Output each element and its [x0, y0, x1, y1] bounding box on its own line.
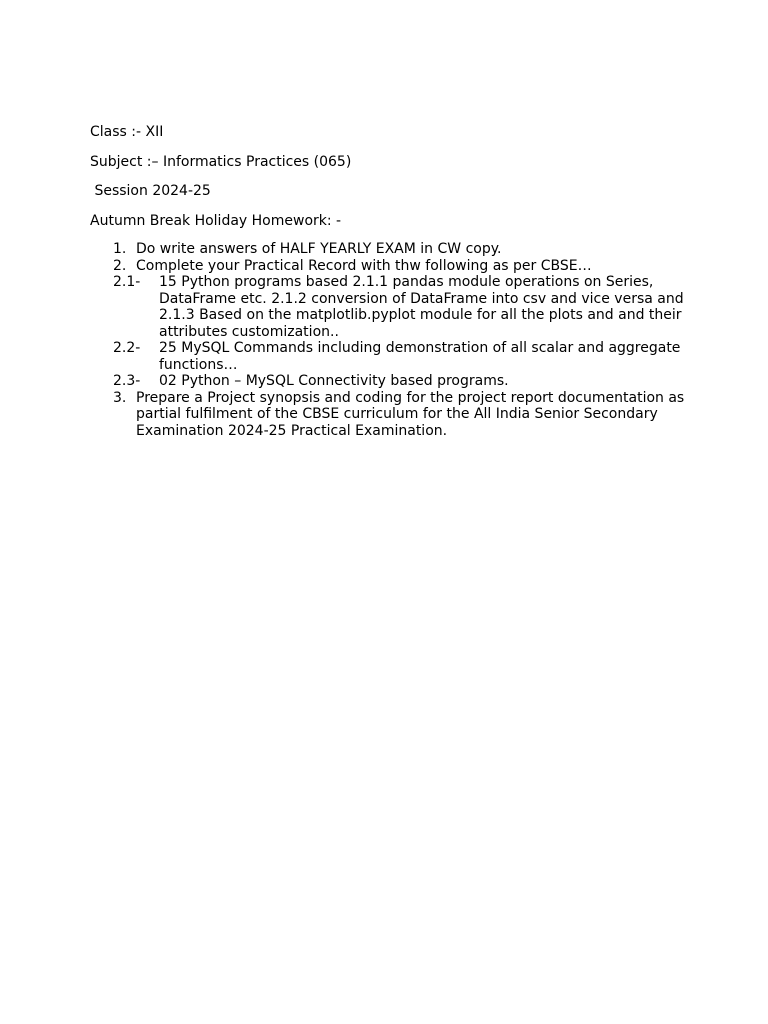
- homework-list: [113, 241, 693, 439]
- list-item: [113, 340, 693, 373]
- list-item-text: 15 Python programs based 2.1.1 pandas module operations on Series, DataFrame etc. 2.1.2 conversion of DataFrame into csv and vice versa and 2.1.3 Based on the matplotlib.pyplot module for all the plots and and their attributes customization..: [159, 274, 684, 340]
- list-item-number: 1.: [113, 241, 127, 257]
- homework-heading: Autumn Break Holiday Homework: -: [90, 213, 342, 229]
- list-item: [113, 258, 693, 275]
- list-item-number: 2.: [113, 257, 127, 274]
- list-item-number: 2.1-: [113, 274, 141, 290]
- session-line: Session 2024-25: [90, 183, 211, 199]
- list-item: [113, 274, 693, 340]
- list-item: [113, 373, 693, 390]
- list-item-text: 25 MySQL Commands including demonstration of all scalar and aggregate functions…: [159, 340, 681, 373]
- list-item: [113, 390, 693, 440]
- list-item: [113, 241, 693, 258]
- list-item-text: Prepare a Project synopsis and coding for the project report documentation as partial fulfilment of the CBSE curriculum for the All India Senior Secondary Examination 2024-25 Practical Examination.: [136, 389, 685, 439]
- list-item-text: Do write answers of HALF YEARLY EXAM in CW copy.: [136, 241, 502, 257]
- list-item-number: 2.3-: [113, 373, 141, 389]
- list-item-number: 3.: [113, 389, 127, 406]
- list-item-number: 2.2-: [113, 340, 141, 356]
- list-item-text: 02 Python – MySQL Connectivity based programs.: [159, 373, 509, 389]
- subject-line: Subject :– Informatics Practices (065): [90, 154, 352, 170]
- list-item-text: Complete your Practical Record with thw following as per CBSE…: [136, 257, 592, 274]
- class-line: Class :- XII: [90, 124, 164, 140]
